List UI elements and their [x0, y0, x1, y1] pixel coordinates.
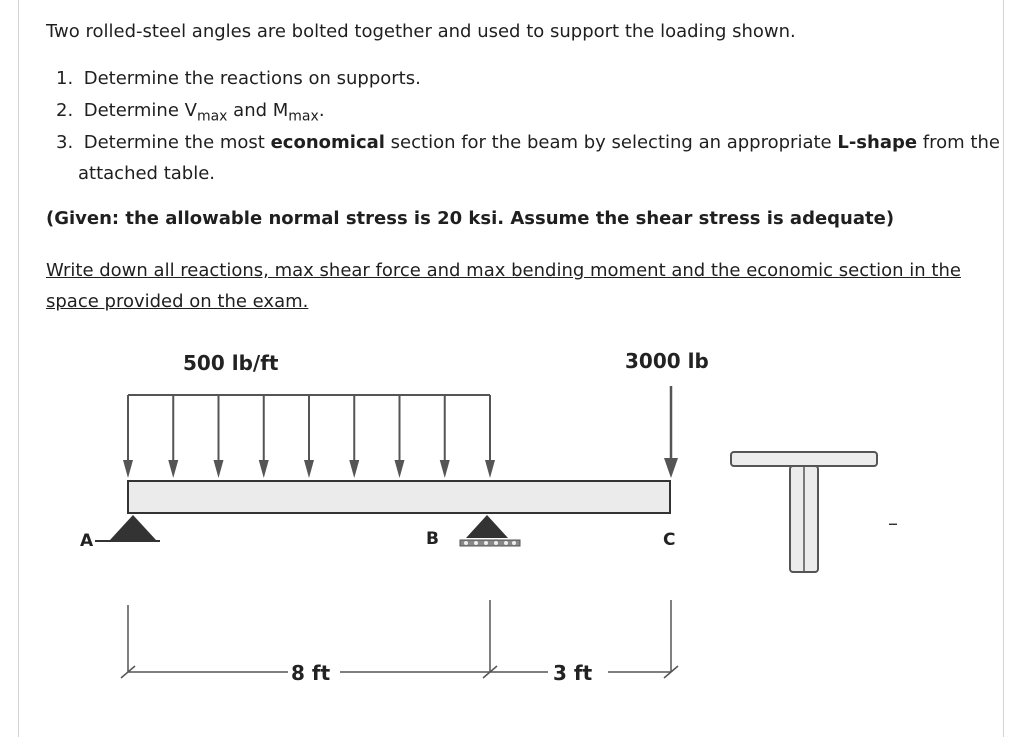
span-ab-label: 8 ft	[291, 661, 331, 685]
question-2: 2. Determine $V_{max}$ and $M_{max}$.	[56, 100, 325, 125]
load-arrow-head	[259, 460, 269, 478]
question-3-line-2: attached table.	[78, 163, 216, 184]
distributed-load-label: 500 lb/ft	[183, 351, 279, 375]
load-arrow-head	[485, 460, 495, 478]
load-arrow-head	[304, 460, 314, 478]
dimension-lines	[121, 600, 678, 678]
t-section-icon	[731, 452, 877, 572]
load-arrow-head	[214, 460, 224, 478]
load-arrow-head	[123, 460, 133, 478]
question-1: 1. Determine the reactions on supports.	[56, 68, 421, 89]
dash-mark: –	[888, 511, 898, 535]
point-load-arrow	[664, 386, 678, 478]
load-arrow-head	[168, 460, 178, 478]
beam	[128, 481, 670, 513]
question-3: 3. Determine the most economical section for the beam by selecting an appropriate L-shape from the	[56, 132, 1000, 153]
distributed-load	[123, 395, 495, 478]
given-statement: (Given: the allowable normal stress is 20 ksi. Assume the shear stress is adequate)	[46, 208, 895, 229]
point-b-label: B	[426, 529, 439, 549]
roller-support-b	[460, 515, 520, 546]
pin-support-a	[95, 515, 160, 541]
exam-instruction: Write down all reactions, max shear force and max bending moment and the economic section in the space provided on the exam.	[46, 260, 961, 312]
load-arrow-head	[349, 460, 359, 478]
load-arrow-head	[440, 460, 450, 478]
problem-intro: Two rolled-steel angles are bolted together and used to support the loading shown.	[46, 21, 796, 42]
point-c-label: C	[663, 530, 676, 550]
point-a-label: A	[80, 531, 94, 551]
load-arrow-head	[395, 460, 405, 478]
span-bc-label: 3 ft	[553, 661, 593, 685]
question-1-text: Determine the reactions on supports.	[83, 68, 421, 89]
point-load-label: 3000 lb	[625, 349, 709, 373]
